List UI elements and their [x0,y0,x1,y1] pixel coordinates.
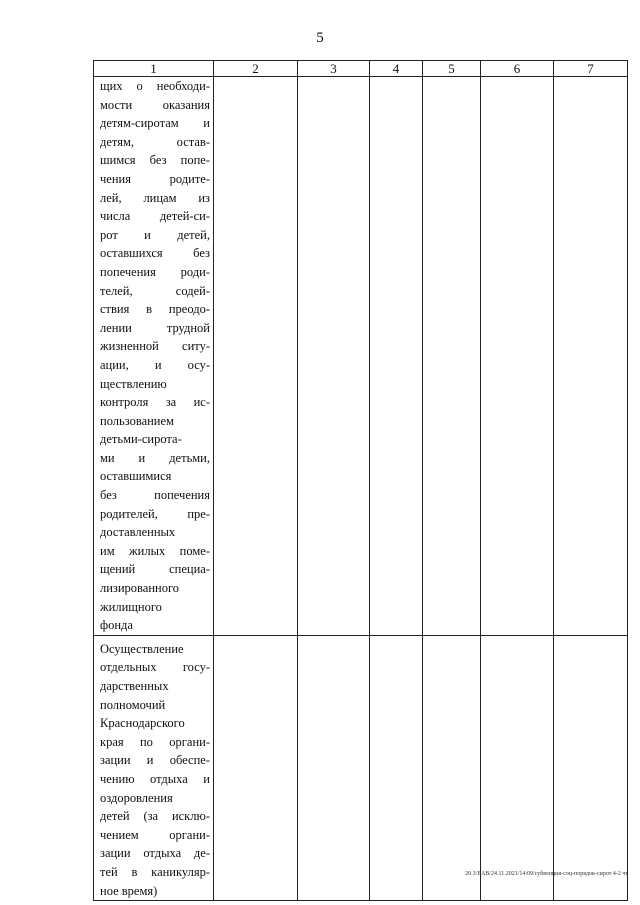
text-line: края по органи- [100,734,210,749]
text-line: телей, содей- [100,283,210,298]
text-line: лизированного [100,581,180,596]
text-line: полномочий [100,697,166,712]
text-line: жилищного [100,599,162,614]
table-cell-description [94,77,214,636]
text-line: контроля за ис- [100,395,210,410]
table-cell [370,77,423,636]
table-cell [423,635,481,900]
text-line: оздоровления [100,790,173,805]
column-header-4: 4 [370,61,423,77]
text-line: ществлению [100,376,167,391]
table-cell [481,77,554,636]
text-line: чению отдыха и [100,771,210,786]
text-line: жизненной ситу- [100,339,210,354]
row-description-text [94,77,213,635]
table-cell [298,635,370,900]
table-cell [554,77,628,636]
table-cell [214,635,298,900]
column-header-7: 7 [554,61,628,77]
row-description-text [94,636,213,900]
column-header-1: 1 [94,61,214,77]
table-cell-description [94,635,214,900]
text-line: зации и обеспе- [100,753,210,768]
text-line: оставшимися [100,469,172,484]
table-row [94,635,628,900]
table-cell [554,635,628,900]
column-header-2: 2 [214,61,298,77]
column-header-6: 6 [481,61,554,77]
text-line: оставшихся без [100,246,210,261]
table-cell [214,77,298,636]
text-line: щений специа- [100,562,210,577]
text-line: детям, остав- [100,134,210,149]
text-line: Краснодарского [100,716,185,731]
text-line: чения родите- [100,171,210,186]
table-cell [370,635,423,900]
column-header-3: 3 [298,61,370,77]
table-row [94,77,628,636]
table-header-row [94,61,628,77]
text-line: без попечения [100,488,210,503]
text-line: зации отдыха де- [100,846,210,861]
text-line: им жилых поме- [100,543,210,558]
text-line: родителей, пре- [100,506,210,521]
text-line: чением органи- [100,827,210,842]
text-line: детей (за исклю- [100,809,210,824]
text-line: детям-сиротам и [100,116,210,131]
subvention-table [93,60,628,901]
text-line: мости оказания [100,97,210,112]
text-line: лей, лицам из [100,190,210,205]
text-line: отдельных госу- [100,660,210,675]
text-line: ации, и осу- [100,357,210,372]
text-line: дарственных [100,679,169,693]
text-line: ми и детьми, [100,450,210,465]
text-line: ное время) [100,883,158,898]
column-header-5: 5 [423,61,481,77]
footer-note: 20.3/ВАВ/24.11.2021/14:09/субвенция-соц-порядок-сирот 4-2 чт [465,871,628,877]
table-cell [298,77,370,636]
text-line: детьми-сирота- [100,432,182,447]
table-cell [423,77,481,636]
table-cell [481,635,554,900]
page-number: 5 [316,30,324,46]
text-line: рот и детей, [100,227,210,242]
text-line: ствия в преодо- [100,302,210,317]
text-line: фонда [100,618,133,633]
text-line: попечения роди- [100,264,210,279]
text-line: шимся без попе- [100,153,210,168]
text-line: щих о необходи- [100,79,210,93]
text-line: пользованием [100,413,174,428]
text-line: Осуществление [100,641,184,656]
text-line: числа детей-си- [100,209,210,224]
text-line: тей в каникуляр- [100,864,210,879]
text-line: доставленных [100,525,176,540]
text-line: лении трудной [100,320,210,335]
